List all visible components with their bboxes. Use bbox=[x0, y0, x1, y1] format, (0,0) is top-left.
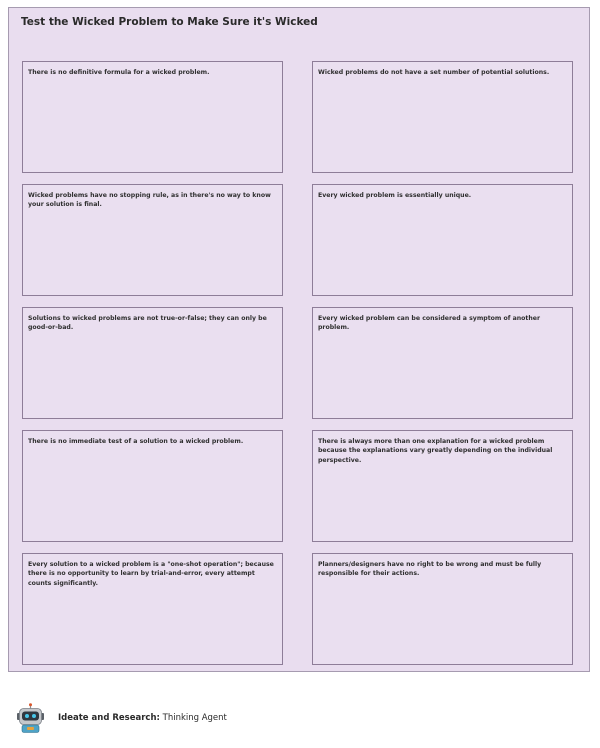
card-text: There is always more than one explanation for a wicked problem because the explanations vary greatly depending on the individual perspective. bbox=[318, 438, 553, 464]
card-text: There is no definitive formula for a wicked problem. bbox=[28, 69, 210, 76]
card-text: Every solution to a wicked problem is a "one-shot operation"; because there is no opportunity to learn by trial-and-error, every attempt counts significantly. bbox=[28, 561, 274, 587]
whiteboard-frame bbox=[8, 7, 590, 672]
board-title: Test the Wicked Problem to Make Sure it's Wicked bbox=[21, 16, 318, 28]
sticky-card[interactable] bbox=[22, 307, 283, 419]
sticky-card[interactable] bbox=[312, 307, 573, 419]
footer-label bbox=[58, 713, 227, 723]
sticky-card[interactable] bbox=[22, 184, 283, 296]
card-text: Solutions to wicked problems are not true-or-false; they can only be good-or-bad. bbox=[28, 315, 267, 332]
footer-label-strong: Ideate and Research: bbox=[58, 713, 160, 723]
card-text: Wicked problems have no stopping rule, as in there's no way to know your solution is final. bbox=[28, 192, 271, 209]
card-text: Wicked problems do not have a set number of potential solutions. bbox=[318, 69, 550, 76]
card-text: There is no immediate test of a solution to a wicked problem. bbox=[28, 438, 244, 445]
card-text: Every wicked problem can be considered a symptom of another problem. bbox=[318, 315, 541, 332]
sticky-card[interactable] bbox=[312, 430, 573, 542]
footer-label-rest: Thinking Agent bbox=[162, 713, 227, 723]
sticky-card[interactable] bbox=[22, 553, 283, 665]
sticky-card[interactable] bbox=[22, 61, 283, 173]
sticky-card[interactable] bbox=[312, 61, 573, 173]
robot-icon bbox=[15, 703, 46, 733]
sticky-card[interactable] bbox=[312, 184, 573, 296]
footer bbox=[15, 703, 227, 733]
card-text: Planners/designers have no right to be wrong and must be fully responsible for their actions. bbox=[318, 561, 542, 578]
sticky-card[interactable] bbox=[22, 430, 283, 542]
card-text: Every wicked problem is essentially unique. bbox=[318, 192, 472, 199]
sticky-card[interactable] bbox=[312, 553, 573, 665]
